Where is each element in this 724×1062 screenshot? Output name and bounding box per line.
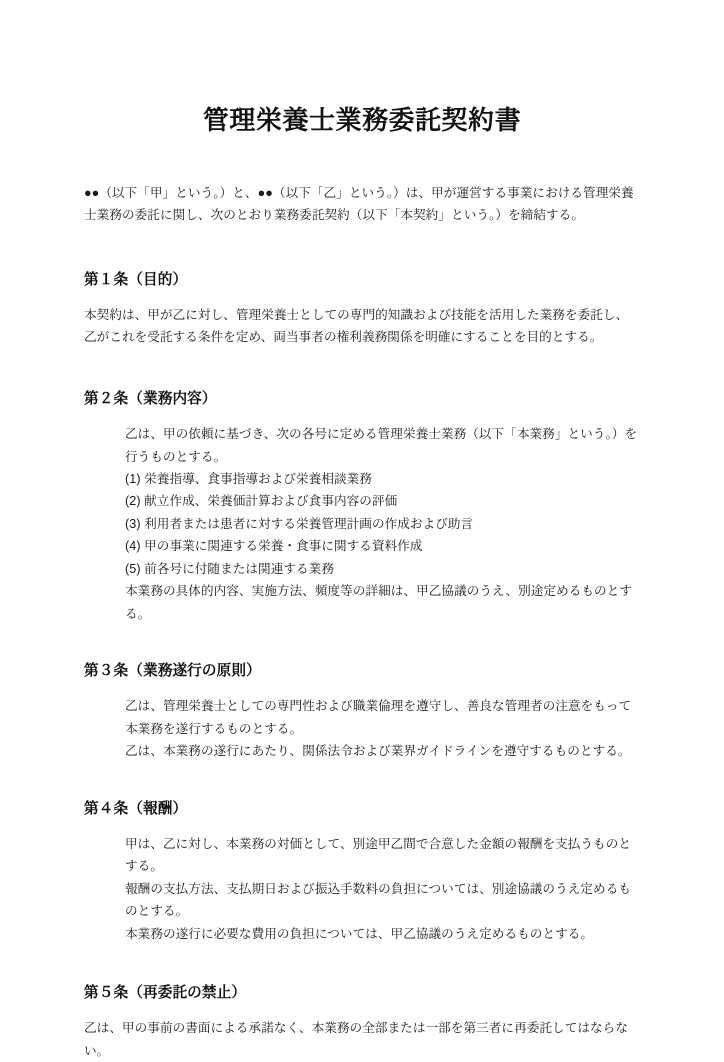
article-section-3 bbox=[84, 625, 640, 763]
preamble-paragraph: ●●（以下「甲」という。）と、●●（以下「乙」という。）は、甲が運営する事業における管理栄養士業務の委託に関し、次のとおり業務委託契約（以下「本契約」という。）を締結する。 bbox=[84, 185, 634, 223]
article-heading-4: 第４条（報酬） bbox=[84, 800, 188, 817]
list-item: (4) 甲の事業に関連する栄養・食事に関する資料作成 bbox=[125, 539, 423, 554]
article-section-5 bbox=[84, 945, 640, 1062]
article-closing-paragraph: 本業務の具体的内容、実施方法、頻度等の詳細は、甲乙協議のうえ、別途定めるものとする。 bbox=[125, 584, 633, 621]
article-body-2 bbox=[84, 423, 640, 625]
article-body-4 bbox=[84, 833, 640, 945]
article-paragraph: 甲は、乙に対し、本業務の対価として、別途甲乙間で合意した金額の報酬を支払うものとする。 bbox=[125, 836, 632, 874]
article-heading-1: 第１条（目的） bbox=[84, 271, 188, 288]
list-item: (5) 前各号に付随または関連する業務 bbox=[125, 561, 334, 576]
article-paragraph: 乙は、本業務の遂行にあたり、関係法令および業界ガイドラインを遵守するものとする。 bbox=[125, 744, 631, 759]
article-paragraph: 本契約は、甲が乙に対し、管理栄養士としての専門的知識および技能を活用した業務を委託し、乙がこれを受託する条件を定め、両当事者の権利義務関係を明確にすることを目的とする。 bbox=[84, 308, 629, 345]
article-heading-2: 第２条（業務内容） bbox=[84, 390, 217, 407]
article-body-5 bbox=[84, 1017, 640, 1062]
list-item: (3) 利用者または患者に対する栄養管理計画の作成および助言 bbox=[125, 516, 474, 531]
article-paragraph: 本業務の遂行に必要な費用の負担については、甲乙協議のうえ定めるものとする。 bbox=[125, 926, 594, 941]
article-section-4 bbox=[84, 763, 640, 945]
article-paragraph: 乙は、甲の依頼に基づき、次の各号に定める管理栄養士業務（以下「本業務」という。）を行うものとする。 bbox=[125, 427, 638, 464]
article-body-3 bbox=[84, 695, 640, 762]
business-scope-list bbox=[125, 468, 640, 580]
article-section-1 bbox=[84, 227, 640, 349]
article-paragraph: 乙は、管理栄養士としての専門性および職業倫理を遵守し、善良な管理者の注意をもって本業務を遂行するものとする。 bbox=[125, 699, 632, 736]
article-heading-3: 第３条（業務遂行の原則） bbox=[84, 662, 261, 679]
article-paragraph: 乙は、甲の事前の書面による承諾なく、本業務の全部または一部を第三者に再委託してはならない。 bbox=[84, 1021, 628, 1058]
article-section-2 bbox=[84, 349, 640, 625]
article-body-1 bbox=[84, 304, 640, 349]
document-title: 管理栄養士業務委託契約書 bbox=[202, 105, 522, 135]
article-paragraph: 報酬の支払方法、支払期日および振込手数料の負担については、別途協議のうえ定めるものとする。 bbox=[125, 881, 632, 919]
article-heading-5: 第５条（再委託の禁止） bbox=[84, 985, 247, 1002]
list-item: (2) 献立作成、栄養価計算および食事内容の評価 bbox=[125, 494, 398, 509]
list-item: (1) 栄養指導、食事指導および栄養相談業務 bbox=[125, 472, 372, 487]
